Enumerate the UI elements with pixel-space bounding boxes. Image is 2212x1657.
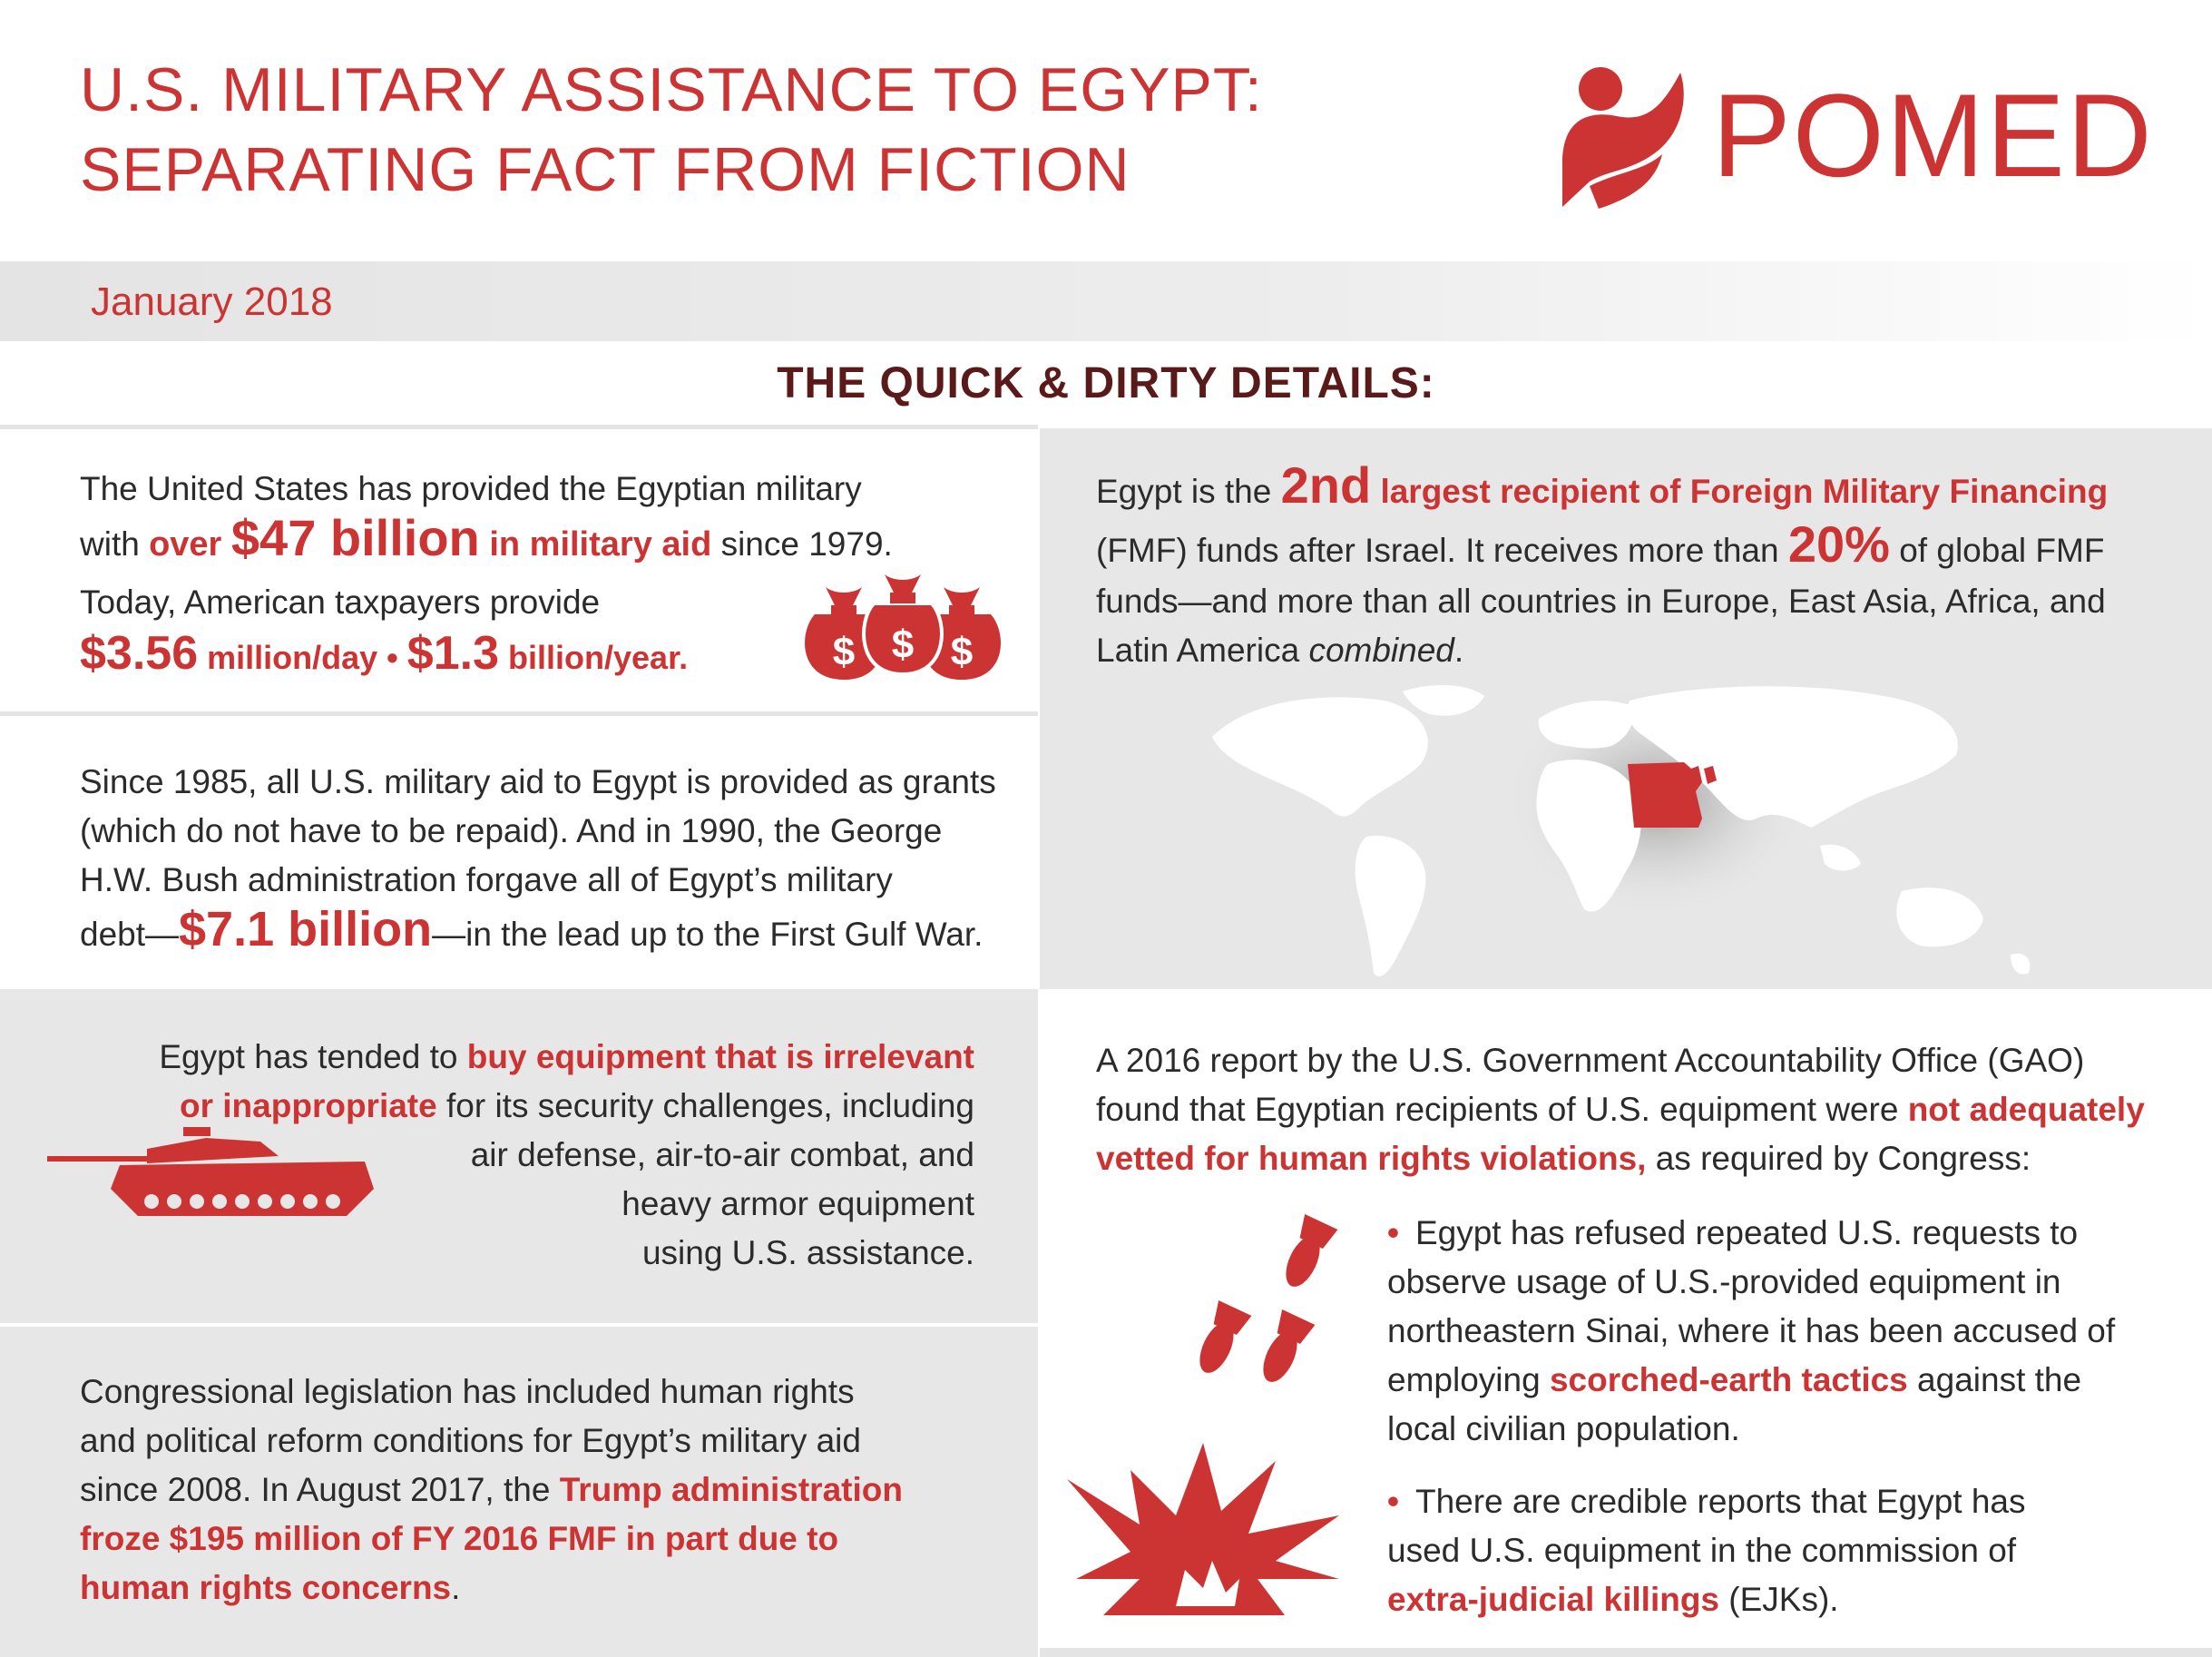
bullet-sinai	[1387, 1209, 2186, 1454]
panel-fmf-share	[1040, 428, 2212, 989]
forgiven-debt-amount: $7.1 billion	[179, 902, 433, 956]
bag-symbol: $	[950, 630, 974, 674]
text-fragment: since 2008. In August 2017, the	[80, 1471, 560, 1508]
header	[0, 0, 2212, 261]
highlight-text: not adequately	[1907, 1091, 2145, 1128]
text-line: Since 1985, all U.S. military aid to Egypt is provided as grants	[80, 763, 996, 800]
text-fragment: employing	[1387, 1361, 1550, 1398]
text-line: northeastern Sinai, where it has been accused of	[1387, 1312, 2116, 1349]
panel-total-aid	[0, 428, 1038, 710]
page-title	[80, 50, 1263, 210]
highlight-text: vetted for human rights violations,	[1096, 1140, 1647, 1177]
text-fragment: (EJKs).	[1719, 1581, 1839, 1618]
tank-icon	[47, 1125, 374, 1225]
yearly-label: billion/year.	[499, 639, 689, 676]
text-fragment: against the	[1907, 1361, 2082, 1398]
text-fragment: found that Egyptian recipients of U.S. equipment were	[1096, 1091, 1908, 1128]
rank-value: 2nd	[1280, 456, 1372, 514]
text-line	[1387, 1477, 2186, 1526]
text-fragment: Today, American taxpayers provide	[80, 583, 601, 621]
text-fragment: with	[80, 525, 150, 563]
text-line	[80, 902, 1038, 959]
highlight-text: extra-judicial killings	[1387, 1581, 1720, 1618]
explosion-icon	[1067, 1443, 1339, 1615]
text-line	[80, 1466, 1038, 1515]
text-line	[1387, 1209, 2186, 1258]
text-line	[1096, 1134, 2212, 1183]
highlight-text: or inappropriate	[180, 1087, 437, 1124]
bullet-ejk	[1387, 1477, 2186, 1624]
text-fragment: debt—	[80, 916, 180, 953]
date-bar	[0, 261, 2212, 341]
text-line	[1096, 626, 2212, 675]
yearly-amount: $1.3	[406, 627, 500, 680]
text-line	[80, 509, 1038, 569]
text-line: local civilian population.	[1387, 1410, 1740, 1447]
text-fragment: .	[451, 1569, 461, 1606]
text-fragment: —in the lead up to the First Gulf War.	[432, 916, 984, 953]
egypt-highlight	[1628, 762, 1702, 828]
pomed-figure-icon	[1553, 64, 1708, 218]
text-line: Congressional legislation has included human rights	[80, 1373, 855, 1410]
text-fragment: There are credible reports that Egypt has	[1414, 1483, 2026, 1520]
highlight-text: human rights concerns	[80, 1569, 452, 1606]
gao-intro	[1096, 1036, 2212, 1183]
panel-gao-report	[1040, 989, 2212, 1657]
text-fragment: (FMF) funds after Israel. It receives more than	[1096, 532, 1788, 569]
panel-legislation	[0, 1327, 1038, 1657]
highlight-text: Trump administration	[559, 1471, 903, 1508]
highlight-over: over	[149, 525, 231, 564]
daily-label: million/day •	[198, 639, 407, 676]
text-line	[1387, 1575, 2186, 1624]
text-line	[1096, 456, 2212, 518]
highlight-text: buy equipment that is irrelevant	[466, 1038, 974, 1075]
text-fragment: Latin America	[1096, 632, 1309, 669]
text-line: H.W. Bush administration forgave all of Egypt’s military	[80, 861, 893, 898]
pomed-logo	[1553, 64, 2154, 218]
title-line-1: U.S. MILITARY ASSISTANCE TO EGYPT:	[80, 55, 1263, 124]
divider	[0, 711, 1038, 716]
bag-symbol: $	[891, 623, 915, 667]
text-line	[80, 465, 1038, 514]
text-fragment: since 1979.	[711, 525, 893, 563]
text-line	[80, 1564, 1038, 1613]
text-fragment: for its security challenges, including	[436, 1087, 974, 1124]
text-line	[1096, 1085, 2212, 1134]
highlight-military-aid: in military aid	[479, 525, 712, 564]
text-line: air defense, air-to-air combat, and	[470, 1136, 974, 1173]
highlight-text: froze $195 million of FY 2016 FMF in part due to	[80, 1520, 839, 1557]
bullet-dot: •	[1387, 1483, 1399, 1520]
text-line: (which do not have to be repaid). And in 1990, the George	[80, 812, 943, 849]
title-line-2: SEPARATING FACT FROM FICTION	[80, 135, 1130, 204]
text-fragment: Egypt has tended to	[159, 1038, 467, 1075]
text-fragment: The United States has provided the Egyptian military	[80, 470, 862, 507]
panel-grants	[0, 717, 1038, 987]
share-percent: 20%	[1787, 515, 1890, 573]
text-line: heavy armor equipment	[622, 1185, 974, 1222]
text-line: used U.S. equipment in the commission of	[1387, 1532, 2017, 1569]
text-fragment: of global FMF	[1889, 532, 2105, 569]
daily-amount: $3.56	[80, 627, 199, 680]
divider	[1040, 1648, 2212, 1657]
text-line	[1096, 515, 2212, 577]
panel-equipment	[0, 989, 1038, 1323]
text-line: and political reform conditions for Egypt’s military aid	[80, 1422, 861, 1459]
text-line	[1387, 1356, 2186, 1405]
logo-text: POMED	[1712, 69, 2154, 201]
text-line: A 2016 report by the U.S. Government Accountability Office (GAO)	[1096, 1042, 2085, 1079]
highlight-text: largest recipient of Foreign Military Financing	[1371, 473, 2109, 510]
world-map-icon	[1194, 682, 2156, 991]
total-aid-amount: $47 billion	[230, 509, 480, 566]
text-line	[67, 1033, 974, 1082]
publication-date: January 2018	[91, 279, 333, 324]
text-line	[67, 1082, 974, 1131]
money-bags-icon	[798, 569, 1007, 687]
text-line: funds—and more than all countries in Europe, East Asia, Africa, and	[1096, 583, 2106, 620]
text-line: using U.S. assistance.	[641, 1234, 974, 1271]
emphasis-text: combined	[1308, 632, 1454, 669]
falling-bombs-icon	[1167, 1207, 1366, 1407]
section-title: THE QUICK & DIRTY DETAILS:	[777, 359, 1435, 407]
highlight-text: scorched-earth tactics	[1549, 1361, 1908, 1398]
text-line: observe usage of U.S.-provided equipment in	[1387, 1263, 2061, 1300]
text-fragment: Egypt is the	[1096, 473, 1281, 510]
text-fragment: Egypt has refused repeated U.S. requests to	[1414, 1214, 2079, 1251]
text-fragment: .	[1453, 632, 1464, 669]
text-fragment: as required by Congress:	[1646, 1140, 2031, 1177]
bag-symbol: $	[832, 630, 856, 674]
bullet-dot: •	[1387, 1214, 1399, 1251]
